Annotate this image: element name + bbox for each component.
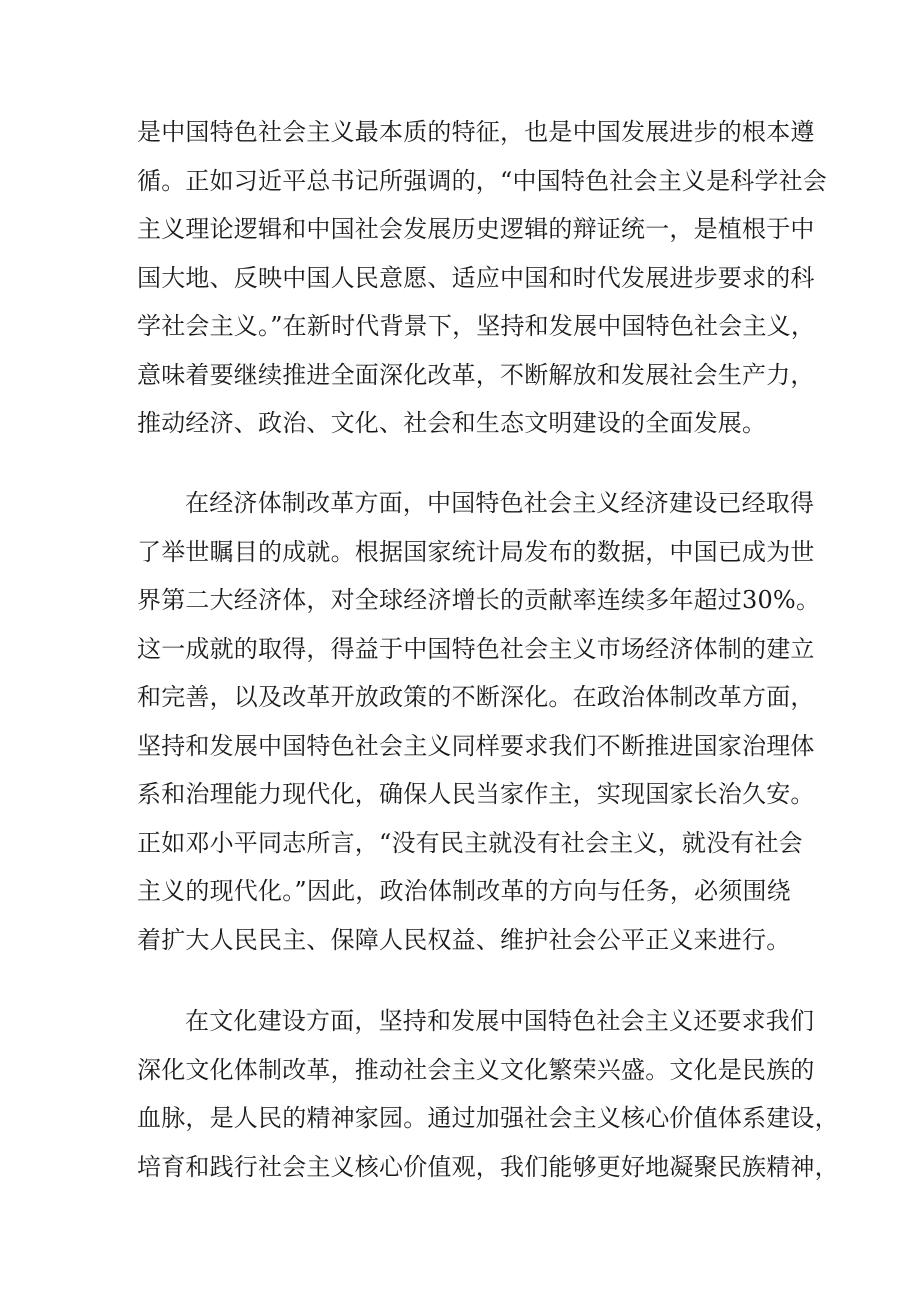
paragraph-2-line-9: 主义的现代化。”因此，政治体制改革的方向与任务，必须围绕 bbox=[137, 877, 791, 905]
paragraph-3 bbox=[137, 997, 839, 1191]
paragraph-1-line-1: 是中国特色社会主义最本质的特征，也是中国发展进步的根本遵 bbox=[137, 118, 815, 146]
paragraph-1 bbox=[137, 108, 828, 448]
paragraph-1-line-6: 意味着要继续推进全面深化改革，不断解放和发展社会生产力， bbox=[137, 360, 815, 389]
paragraph-2-line-3: 界第二大经济体，对全球经济增长的贡献率连续多年超过30%。 bbox=[137, 586, 821, 614]
paragraph-1-line-4: 国大地、反映中国人民意愿、适应中国和时代发展进步要求的科 bbox=[137, 263, 815, 292]
paragraph-2-line-6: 坚持和发展中国特色社会主义同样要求我们不断推进国家治理体 bbox=[137, 731, 815, 760]
paragraph-1-line-7: 推动经济、政治、文化、社会和生态文明建设的全面发展。 bbox=[137, 409, 767, 437]
paragraph-1-line-5: 学社会主义。”在新时代背景下，坚持和发展中国特色社会主义， bbox=[137, 312, 816, 340]
paragraph-3-line-3: 血脉，是人民的精神家园。通过加强社会主义核心价值体系建设， bbox=[137, 1104, 839, 1132]
paragraph-3-line-4: 培育和践行社会主义核心价值观，我们能够更好地凝聚民族精神， bbox=[137, 1152, 839, 1181]
paragraph-2-line-8: 正如邓小平同志所言，“没有民主就没有社会主义，就没有社会 bbox=[137, 828, 803, 857]
paragraph-3-line-1: 在文化建设方面，坚持和发展中国特色社会主义还要求我们 bbox=[185, 1007, 815, 1035]
paragraph-2-line-2: 了举世瞩目的成就。根据国家统计局发布的数据，中国已成为世 bbox=[137, 537, 815, 566]
paragraph-2-line-4: 这一成就的取得，得益于中国特色社会主义市场经济体制的建立 bbox=[137, 634, 815, 663]
paragraph-1-line-2: 循。正如习近平总书记所强调的，“中国特色社会主义是科学社会 bbox=[137, 166, 828, 195]
paragraph-2-line-1: 在经济体制改革方面，中国特色社会主义经济建设已经取得 bbox=[185, 489, 815, 517]
paragraph-3-line-2: 深化文化体制改革，推动社会主义文化繁荣兴盛。文化是民族的 bbox=[137, 1055, 815, 1084]
paragraph-2-line-7: 系和治理能力现代化，确保人民当家作主，实现国家长治久安。 bbox=[137, 780, 815, 808]
paragraph-2-line-10: 着扩大人民民主、保障人民权益、维护社会公平正义来进行。 bbox=[137, 925, 791, 954]
paragraph-1-line-3: 主义理论逻辑和中国社会发展历史逻辑的辩证统一，是植根于中 bbox=[137, 215, 815, 243]
paragraph-2 bbox=[137, 479, 821, 964]
paragraph-2-line-5: 和完善，以及改革开放政策的不断深化。在政治体制改革方面， bbox=[137, 683, 815, 711]
